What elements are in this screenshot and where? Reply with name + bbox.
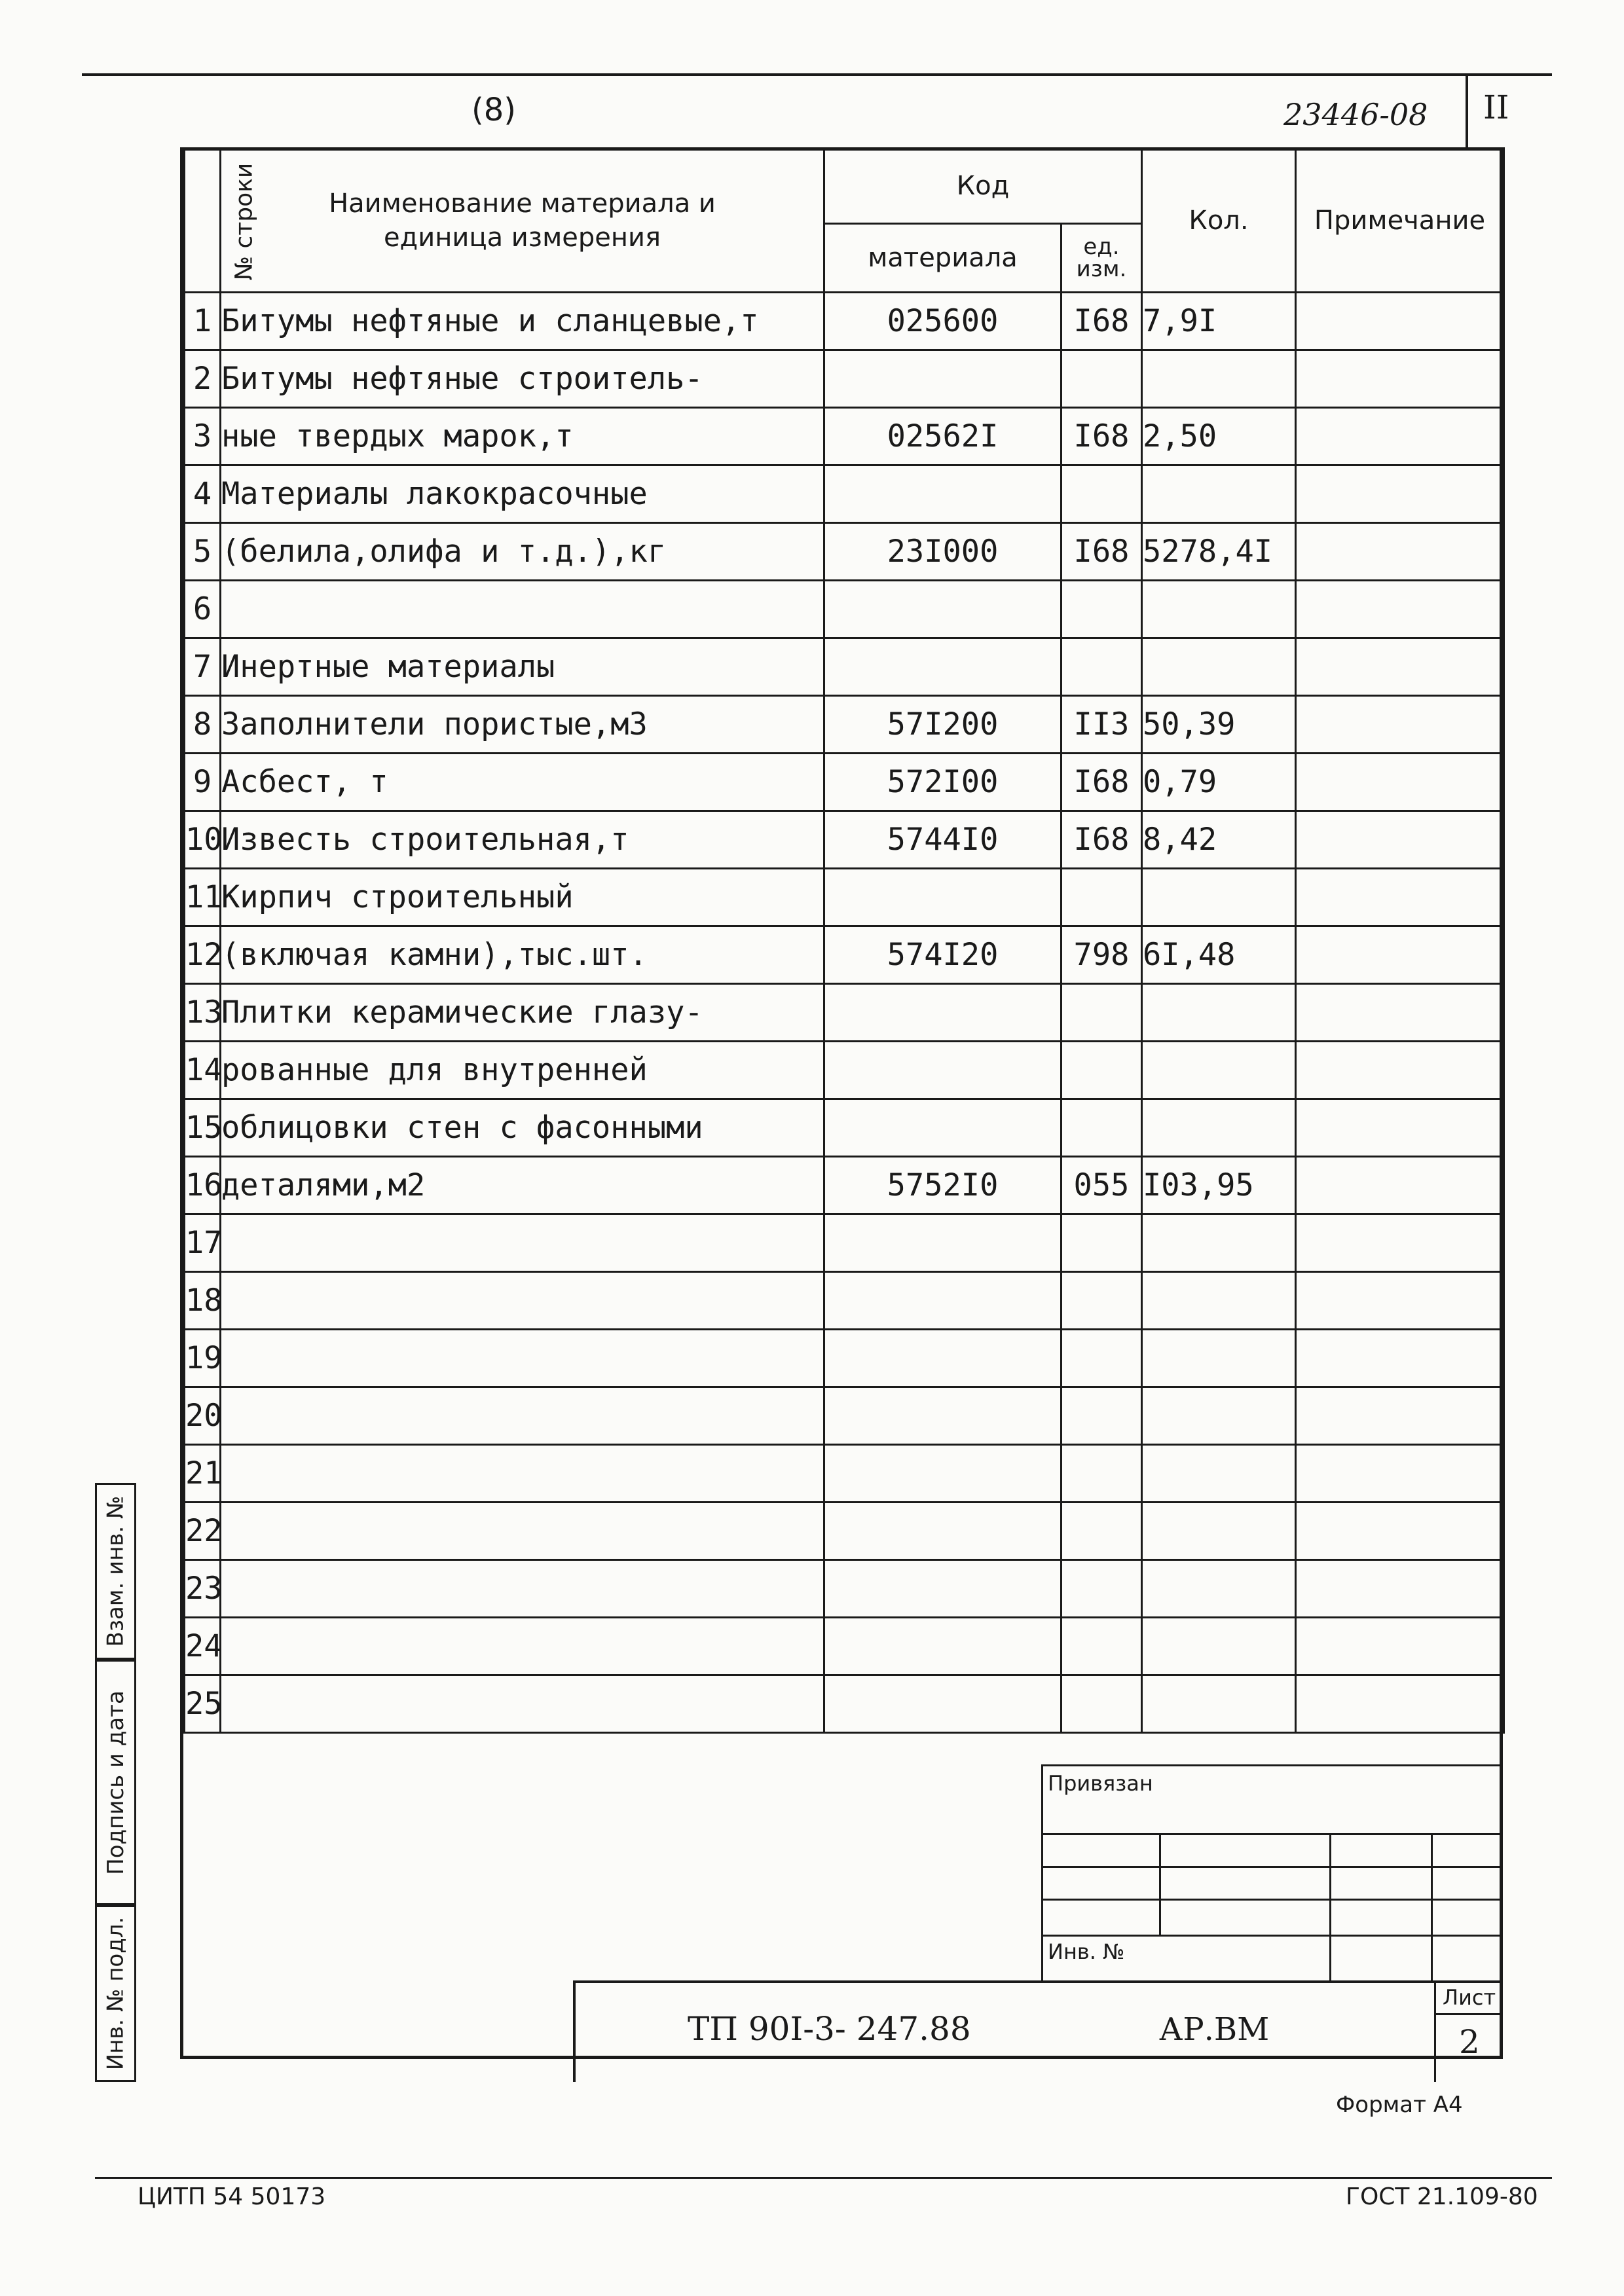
material-name	[221, 1560, 824, 1618]
material-code	[824, 1503, 1061, 1560]
row-number: 16	[185, 1157, 221, 1214]
note	[1296, 1272, 1504, 1330]
quantity	[1142, 581, 1296, 638]
note	[1296, 869, 1504, 926]
unit-code	[1061, 1445, 1142, 1503]
material-name	[221, 1214, 824, 1272]
quantity	[1142, 638, 1296, 696]
material-name	[221, 1503, 824, 1560]
table-row	[185, 696, 1504, 754]
bottom-rule	[95, 2177, 1552, 2179]
material-code	[824, 984, 1061, 1042]
table-row	[185, 1675, 1504, 1733]
sheet-number: 2	[1459, 2023, 1480, 2061]
table-row	[185, 523, 1504, 581]
material-code	[824, 1387, 1061, 1445]
unit-code	[1061, 1042, 1142, 1099]
quantity	[1142, 350, 1296, 408]
quantity	[1142, 1330, 1296, 1387]
table-row	[185, 1503, 1504, 1560]
note	[1296, 465, 1504, 523]
note	[1296, 293, 1504, 350]
note	[1296, 1042, 1504, 1099]
material-code: 5744I0	[824, 811, 1061, 869]
stamp-signature-date: Подпись и дата	[95, 1660, 134, 1905]
gost-ref: ГОСТ 21.109-80	[1346, 2183, 1538, 2210]
material-name: Заполнители пористые,м3	[221, 696, 824, 754]
material-code	[824, 465, 1061, 523]
row-number: 15	[185, 1099, 221, 1157]
unit-code	[1061, 1099, 1142, 1157]
note	[1296, 408, 1504, 465]
unit-code	[1061, 1214, 1142, 1272]
unit-code	[1061, 581, 1142, 638]
material-name: Кирпич строительный	[221, 869, 824, 926]
col-code-material: материала	[824, 224, 1061, 293]
material-name	[221, 1675, 824, 1733]
unit-code	[1061, 1675, 1142, 1733]
quantity	[1142, 984, 1296, 1042]
material-name	[221, 1387, 824, 1445]
table-row	[185, 869, 1504, 926]
format-label: Формат А4	[1336, 2092, 1463, 2118]
quantity: 6I,48	[1142, 926, 1296, 984]
quantity: 8,42	[1142, 811, 1296, 869]
sheet-corner: II	[1483, 88, 1509, 126]
materials-table	[183, 147, 1505, 1734]
note	[1296, 1214, 1504, 1272]
quantity: 0,79	[1142, 754, 1296, 811]
doc-designation: ТП 90I-3- 247.88	[688, 2010, 971, 2048]
doc-mark: АР.ВМ	[1159, 2011, 1270, 2048]
unit-code: I68	[1061, 523, 1142, 581]
unit-code: I68	[1061, 754, 1142, 811]
note	[1296, 1560, 1504, 1618]
material-name: (белила,олифа и т.д.),кг	[221, 523, 824, 581]
stamp-vzam-inv: Взам. инв. №	[95, 1483, 134, 1660]
row-number: 24	[185, 1618, 221, 1675]
note	[1296, 581, 1504, 638]
note	[1296, 1503, 1504, 1560]
row-number: 23	[185, 1560, 221, 1618]
material-code	[824, 1272, 1061, 1330]
note	[1296, 1387, 1504, 1445]
quantity	[1142, 1387, 1296, 1445]
quantity	[1142, 465, 1296, 523]
quantity	[1142, 1214, 1296, 1272]
corner-divider	[1466, 73, 1468, 149]
note	[1296, 1675, 1504, 1733]
row-number: 18	[185, 1272, 221, 1330]
table-row	[185, 638, 1504, 696]
material-code	[824, 1560, 1061, 1618]
table-row	[185, 1618, 1504, 1675]
row-number: 17	[185, 1214, 221, 1272]
row-number: 8	[185, 696, 221, 754]
table-row	[185, 293, 1504, 350]
col-code-unit: ед. изм.	[1061, 224, 1142, 293]
note	[1296, 523, 1504, 581]
col-note: Примечание	[1296, 149, 1504, 293]
table-row	[185, 1042, 1504, 1099]
table-row	[185, 581, 1504, 638]
col-row-number: № строки	[185, 149, 221, 293]
note	[1296, 350, 1504, 408]
table-row	[185, 465, 1504, 523]
material-code	[824, 638, 1061, 696]
unit-code	[1061, 1330, 1142, 1387]
quantity	[1142, 1560, 1296, 1618]
quantity	[1142, 1675, 1296, 1733]
quantity: I03,95	[1142, 1157, 1296, 1214]
material-code: 574I20	[824, 926, 1061, 984]
note	[1296, 638, 1504, 696]
quantity	[1142, 1503, 1296, 1560]
material-name	[221, 1445, 824, 1503]
quantity	[1142, 1618, 1296, 1675]
page-index: (8)	[471, 92, 516, 128]
material-name	[221, 581, 824, 638]
row-number: 19	[185, 1330, 221, 1387]
material-code: 57I200	[824, 696, 1061, 754]
table-row	[185, 1157, 1504, 1214]
top-rule	[82, 73, 1552, 76]
row-number: 13	[185, 984, 221, 1042]
unit-code	[1061, 869, 1142, 926]
unit-code	[1061, 1272, 1142, 1330]
doc-number: 23446-08	[1283, 97, 1428, 132]
table-row	[185, 350, 1504, 408]
quantity	[1142, 1445, 1296, 1503]
stamp-inv-podl: Инв. № подл.	[95, 1905, 134, 2082]
material-code	[824, 1214, 1061, 1272]
material-name	[221, 1330, 824, 1387]
material-code	[824, 350, 1061, 408]
table-row	[185, 984, 1504, 1042]
material-name: Материалы лакокрасочные	[221, 465, 824, 523]
table-row	[185, 926, 1504, 984]
row-number: 10	[185, 811, 221, 869]
material-name: Известь строительная,т	[221, 811, 824, 869]
inv-no-label: Инв. №	[1048, 1939, 1125, 1964]
material-name: Асбест, т	[221, 754, 824, 811]
material-code	[824, 1042, 1061, 1099]
col-qty: Кол.	[1142, 149, 1296, 293]
row-number: 14	[185, 1042, 221, 1099]
unit-code	[1061, 638, 1142, 696]
material-name: Плитки керамические глазу-	[221, 984, 824, 1042]
note	[1296, 984, 1504, 1042]
material-code	[824, 581, 1061, 638]
row-number: 25	[185, 1675, 221, 1733]
table-row	[185, 408, 1504, 465]
quantity	[1142, 1099, 1296, 1157]
note	[1296, 811, 1504, 869]
unit-code	[1061, 984, 1142, 1042]
material-name: (включая камни),тыс.шт.	[221, 926, 824, 984]
unit-code: II3	[1061, 696, 1142, 754]
note	[1296, 1157, 1504, 1214]
material-code	[824, 1618, 1061, 1675]
material-code	[824, 1099, 1061, 1157]
material-name: Инертные материалы	[221, 638, 824, 696]
row-number: 20	[185, 1387, 221, 1445]
table-row	[185, 811, 1504, 869]
row-number: 7	[185, 638, 221, 696]
row-number: 2	[185, 350, 221, 408]
note	[1296, 1099, 1504, 1157]
quantity	[1142, 869, 1296, 926]
table-row	[185, 1560, 1504, 1618]
quantity: 7,9I	[1142, 293, 1296, 350]
material-code: 572I00	[824, 754, 1061, 811]
unit-code: I68	[1061, 293, 1142, 350]
row-number: 12	[185, 926, 221, 984]
table-row	[185, 1099, 1504, 1157]
note	[1296, 1445, 1504, 1503]
quantity: 2,50	[1142, 408, 1296, 465]
material-code: 025600	[824, 293, 1061, 350]
material-code: 23I000	[824, 523, 1061, 581]
row-number: 1	[185, 293, 221, 350]
row-number: 21	[185, 1445, 221, 1503]
unit-code	[1061, 1503, 1142, 1560]
note	[1296, 696, 1504, 754]
note	[1296, 926, 1504, 984]
unit-code	[1061, 465, 1142, 523]
unit-code: I68	[1061, 408, 1142, 465]
table-row	[185, 754, 1504, 811]
table-row	[185, 1445, 1504, 1503]
material-name	[221, 1272, 824, 1330]
col-name: Наименование материала и единица измерения	[221, 149, 824, 293]
quantity	[1142, 1272, 1296, 1330]
unit-code: I68	[1061, 811, 1142, 869]
quantity: 5278,4I	[1142, 523, 1296, 581]
material-name	[221, 1618, 824, 1675]
table-row	[185, 1330, 1504, 1387]
table-row	[185, 1387, 1504, 1445]
unit-code	[1061, 1560, 1142, 1618]
unit-code: 798	[1061, 926, 1142, 984]
quantity	[1142, 1042, 1296, 1099]
row-number: 11	[185, 869, 221, 926]
material-code	[824, 1675, 1061, 1733]
material-code: 02562I	[824, 408, 1061, 465]
material-code	[824, 1330, 1061, 1387]
unit-code	[1061, 1618, 1142, 1675]
material-name: деталями,м2	[221, 1157, 824, 1214]
stamp-column-divider	[134, 1483, 136, 2082]
note	[1296, 754, 1504, 811]
privyazan-label: Привязан	[1048, 1771, 1153, 1796]
note	[1296, 1618, 1504, 1675]
row-number: 6	[185, 581, 221, 638]
row-number: 22	[185, 1503, 221, 1560]
table-row	[185, 1214, 1504, 1272]
row-number: 4	[185, 465, 221, 523]
material-name: облицовки стен с фасонными	[221, 1099, 824, 1157]
unit-code	[1061, 1387, 1142, 1445]
quantity: 50,39	[1142, 696, 1296, 754]
material-name: рованные для внутренней	[221, 1042, 824, 1099]
note	[1296, 1330, 1504, 1387]
unit-code	[1061, 350, 1142, 408]
col-code: Код	[824, 149, 1142, 224]
material-name: Битумы нефтяные и сланцевые,т	[221, 293, 824, 350]
material-code	[824, 1445, 1061, 1503]
material-name: ные твердых марок,т	[221, 408, 824, 465]
row-number: 5	[185, 523, 221, 581]
row-number: 3	[185, 408, 221, 465]
unit-code: 055	[1061, 1157, 1142, 1214]
material-name: Битумы нефтяные строитель-	[221, 350, 824, 408]
table-row	[185, 1272, 1504, 1330]
row-number: 9	[185, 754, 221, 811]
sheet-label: Лист	[1443, 1985, 1496, 2010]
material-code	[824, 869, 1061, 926]
material-code: 5752I0	[824, 1157, 1061, 1214]
org-code: ЦИТП 54 50173	[138, 2183, 326, 2210]
